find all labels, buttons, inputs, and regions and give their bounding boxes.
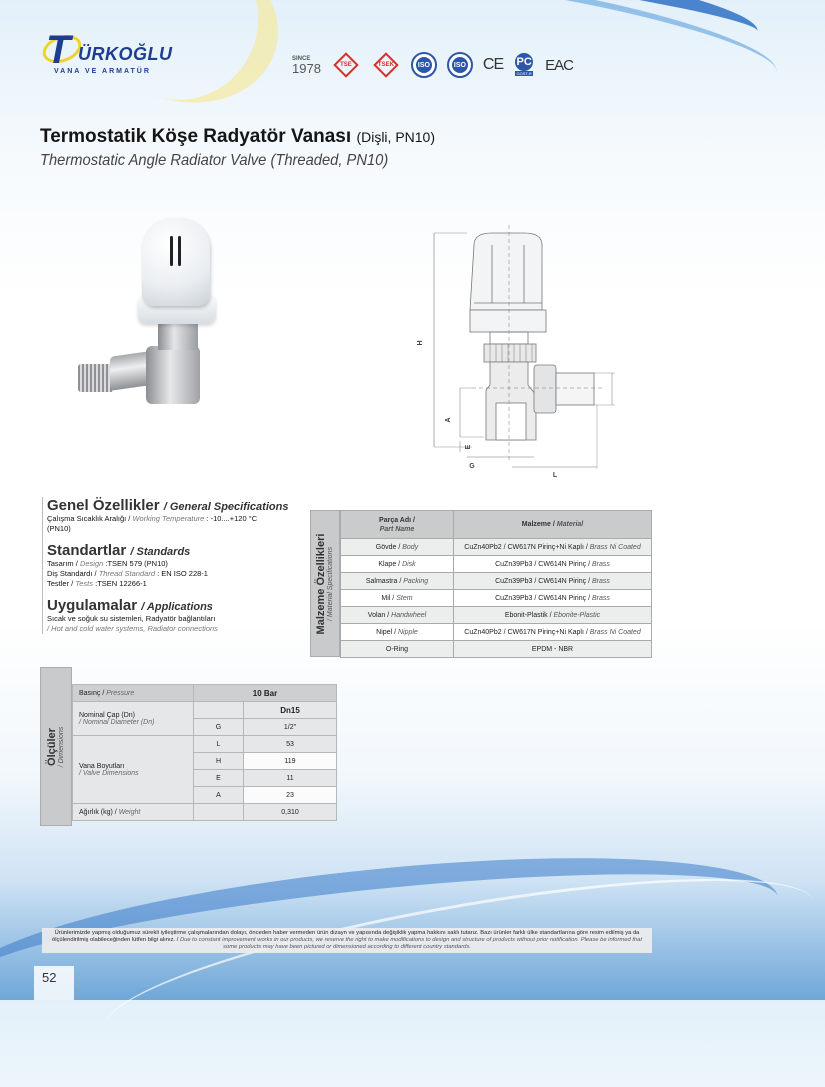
brand-logo [42,30,182,80]
pressure-class: (PN10) [47,524,71,533]
tse-badge-icon: TSE [331,56,361,74]
svg-text:E: E [465,444,472,450]
iso-badge-icon: ISO [411,52,437,78]
table-row: O-Ring EPDM - NBR [341,641,652,658]
material-side-label: Malzeme Özellikleri / Material Specifications [310,510,340,657]
column-header-part: Parça Adı / Part Name [341,511,454,539]
dimensions-side-label: Ölçüler / Dimensions [40,667,72,826]
standard-thread: Diş Standardı / Thread Standard : EN ISO 228-1 [47,569,208,578]
since-badge: SINCE 1978 [292,55,321,76]
nominal-diameter-row: Nominal Çap (Dn) / Nominal Diameter (Dn) Dn15 [73,702,337,719]
page-title: Termostatik Köşe Radyatör Vanası (Dişli, PN10) [40,126,436,147]
applications-en: / Hot and cold water systems, Radiator connections [47,624,218,633]
pressure-row: Basınç / Pressure 10 Bar [73,685,337,702]
column-header-material: Malzeme / Material [454,511,652,539]
table-row: Salmastra / Packing CuZn39Pb3 / CW614N Pirinç / Brass [341,573,652,590]
svg-text:G: G [469,463,475,470]
page-number: 52 [34,966,74,1000]
valve-nut [110,351,150,391]
standards-heading: Standartlar / Standards [47,542,191,559]
thermostatic-head [142,218,210,306]
svg-text:L: L [552,472,558,479]
valve-body [146,346,200,404]
tsek-badge-icon: TSEK [371,56,401,74]
valve-stem [158,320,198,350]
general-heading: Genel Özellikler / General Specifications [47,497,289,514]
table-row: E 11 [73,770,337,787]
material-specifications-table [310,510,652,657]
standard-tests: Testler / Tests :TSEN 12266-1 [47,579,147,588]
iso-badge-icon: ISO [447,52,473,78]
table-row: Gövde / Body CuZn40Pb2 / CW617N Pirinç+Ni Kaplı / Brass Ni Coated [341,539,652,556]
product-photo [78,210,248,420]
table-row: H 119 [73,753,337,770]
svg-text:A: A [445,417,452,423]
brand-name: ÜRKOĞLU [78,44,173,64]
disclaimer: Ürünlerimizde yapmış olduğumuz sürekli iyileştirme çalışmalarından dolayı, önceden haber vermeden ürün dizayn ve yapısında değişiklik yapma hakkını saklı tutarız. Bazı ürünler farklı ülke standartlarına göre resim edilmiş ya da ölçülendirilmiş olabileceğinden lütfen bilgi alınız. / Due to constant improvement works in our products, we reserve the right to make modifications to design and structure of products without prior notification. Please be informed that some products may have been pictured or dimensioned according to different country standards. [42,928,652,953]
logo-letter: T [46,28,71,72]
applications-tr: Sıcak ve soğuk su sistemleri, Radyatör bağlantıları [47,614,216,623]
table-header-row [341,511,652,539]
eac-mark-icon: EAC [545,56,573,74]
certification-badges [292,52,573,78]
working-temperature: Çalışma Sıcaklık Aralığı / Working Temperature : -10....+120 °C [47,514,258,523]
weight-row: Ağırlık (kg) / Weight 0,310 [73,804,337,821]
general-specifications [42,497,289,634]
table-row: Volan / Handwheel Ebonit-Plastik / Ebonite-Plastic [341,607,652,624]
thread-size-row: G 1/2" [73,719,337,736]
table-row: Klape / Disk CuZn39Pb3 / CW614N Pirinç / Brass [341,556,652,573]
pct-gost-badge-icon: PC GOST-R [513,53,535,77]
applications-heading: Uygulamalar / Applications [47,597,213,614]
dimensions-table [40,667,337,826]
svg-text:H: H [417,340,424,346]
table-row: Mil / Stem CuZn39Pb3 / CW614N Pirinç / Brass [341,590,652,607]
brand-tagline: VANA VE ARMATÜR [54,68,151,75]
standard-design: Tasarım / Design :TSEN 579 (PN10) [47,559,168,568]
page-subtitle: Thermostatic Angle Radiator Valve (Threaded, PN10) [40,152,389,169]
ce-mark-icon: CE [482,56,504,73]
decorative-swoosh [95,843,825,1086]
table-row: Nipel / Nipple CuZn40Pb2 / CW617N Pirinç+Ni Kaplı / Brass Ni Coated [341,624,652,641]
valve-nipple [78,364,114,392]
table-row: A 23 [73,787,337,804]
table-row: Vana Boyutları / Valve Dimensions L 53 [73,736,337,753]
technical-drawing [412,215,617,479]
